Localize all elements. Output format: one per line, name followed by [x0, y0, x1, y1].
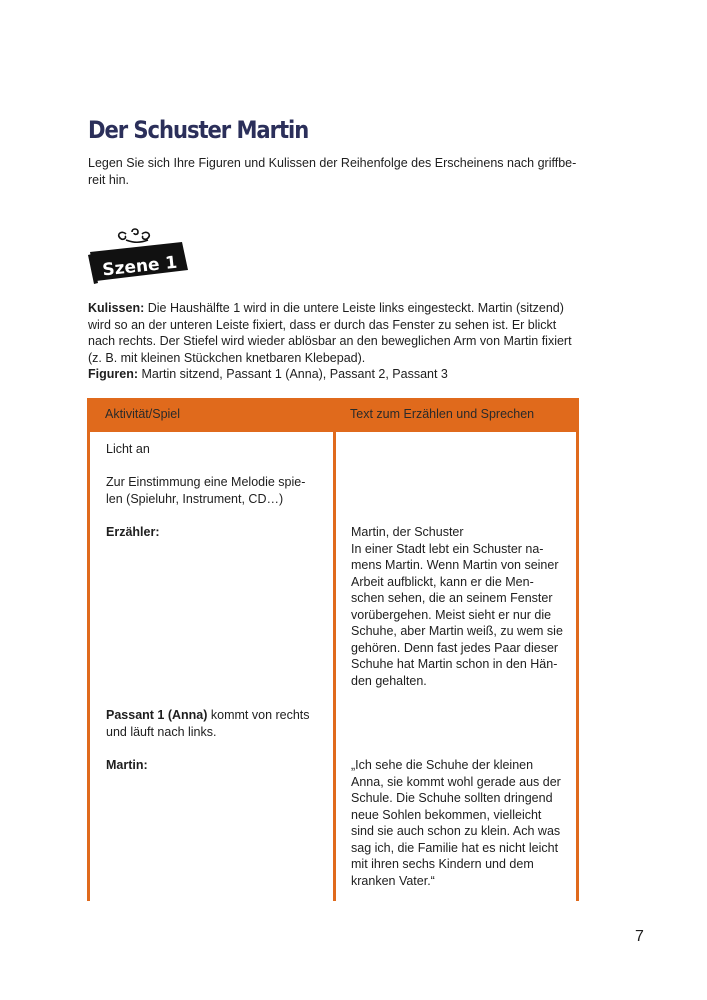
- figuren-label: Figuren:: [88, 367, 138, 381]
- activity-light-on: Licht an: [106, 442, 150, 456]
- passant-1-label: Passant 1 (Anna): [106, 708, 208, 722]
- header-text: Text zum Erzählen und Sprechen: [350, 407, 535, 421]
- text-martin: „Ich sehe die Schuhe der kleinen Anna, sie kommt wohl gerade aus der Schule. Die Schuhe sollten dringend neue Sohlen bekommen, vielleicht sind sie auch schon zu klein. Ach was sag ich, die Familie hat es nicht leicht mit ihren sechs Kindern und dem kranken Vater.“: [351, 758, 561, 888]
- activity-melody: Zur Einstimmung eine Melodie spie- len (Spieluhr, Instrument, CD…): [106, 475, 306, 506]
- page-title: Der Schuster Martin: [88, 116, 309, 144]
- table-header: [87, 398, 579, 432]
- activity-narrator: [106, 524, 326, 541]
- script-table: [87, 398, 579, 901]
- intro-paragraph: Legen Sie sich Ihre Figuren und Kulissen der Reihenfolge des Erscheinens nach griffbe- reit hin.: [88, 156, 577, 187]
- scene-badge-graphic: [86, 224, 192, 288]
- header-activity: Aktivität/Spiel: [105, 407, 181, 421]
- page-number: 7: [635, 928, 644, 945]
- narrator-label: Erzähler:: [106, 525, 160, 539]
- setup-description: [88, 300, 588, 383]
- column-divider: [333, 432, 336, 901]
- activity-martin: [106, 757, 326, 774]
- scene-badge: [86, 224, 192, 288]
- scene-label: Szene 1: [101, 252, 179, 281]
- swirl-ornament-icon: [119, 229, 150, 242]
- text-narrator: Martin, der Schuster In einer Stadt lebt ein Schuster na- mens Martin. Wenn Martin von seiner Arbeit aufblickt, kann er die Men- schen sehen, die an seinem Fenster vorübergehen. Meist sieht er nur die Schuhe, aber Martin weiß, zu wem sie gehören. Denn fast jedes Paar dieser Schuhe hat Martin schon in den Hän- den gehalten.: [351, 525, 563, 688]
- passant-1-action: kommt von rechts und läuft nach links.: [106, 708, 310, 739]
- figuren-text: Martin sitzend, Passant 1 (Anna), Passant 2, Passant 3: [138, 367, 448, 381]
- activity-passant-1: [106, 707, 326, 740]
- kulissen-label: Kulissen:: [88, 301, 145, 315]
- kulissen-text: Die Haushälfte 1 wird in die untere Leiste links eingesteckt. Martin (sitzend) wird so an der unteren Leiste fixiert, dass er durch das Fenster zu sehen ist. Er blickt nach rechts. Der Stiefel wird wieder ablösbar an den beweglichen Arm von Martin fixiert (z. B. mit kleinen Stückchen knetbaren Klebepad).: [88, 301, 572, 365]
- kulissen-paragraph: [88, 300, 588, 366]
- martin-label: Martin:: [106, 758, 148, 772]
- figuren-paragraph: [88, 366, 588, 383]
